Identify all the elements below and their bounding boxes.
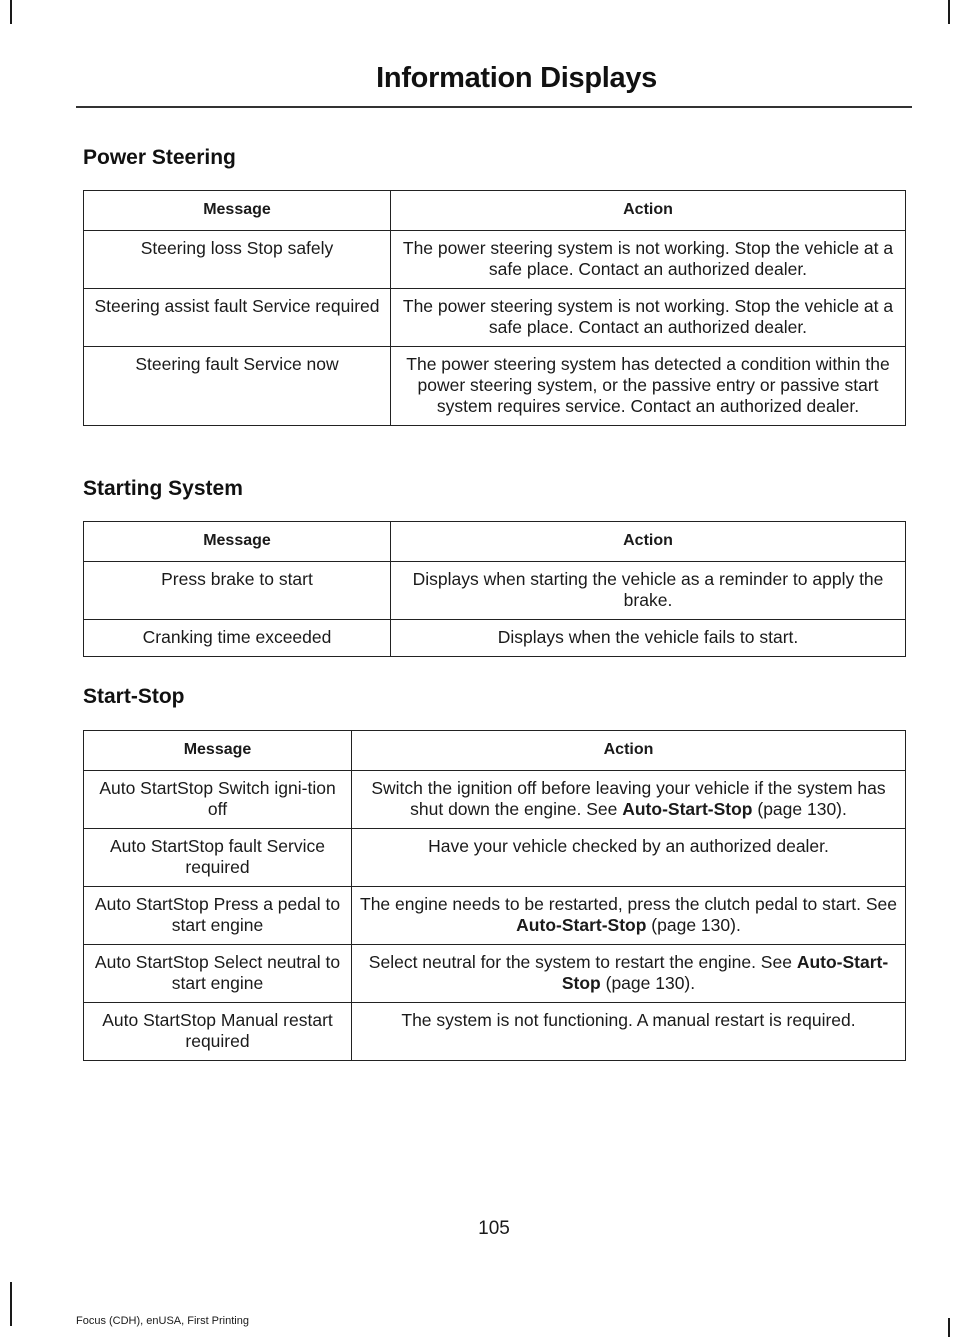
page-header-title: Information Displays [376,62,657,94]
action-cell [352,945,906,1003]
table-start-stop [83,730,906,1061]
message-cell: Auto StartStop Switch igni-tion off [84,771,352,829]
page-number: 105 [478,1218,510,1239]
header-divider [76,106,912,108]
section-title-starting-system: Starting System [83,477,243,500]
action-cell: The system is not functioning. A manual restart is required. [352,1003,906,1061]
message-cell: Steering loss Stop safely [84,231,391,289]
message-cell: Cranking time exceeded [84,620,391,657]
table-row [84,945,906,1003]
action-cell [352,887,906,945]
crop-mark-top-left [10,0,12,24]
column-header-action: Action [391,191,906,231]
table-row [84,231,906,289]
table-starting-system [83,521,906,657]
action-text: Select neutral for the system to restart the engine. See [368,952,797,972]
column-header-message: Message [84,522,391,562]
table-header-row [84,522,906,562]
action-cell: The power steering system has detected a condition within the power steering system, or the passive entry or passive start system requires service. Contact an authorized dealer. [391,347,906,426]
column-header-message: Message [84,191,391,231]
action-cell: The power steering system is not working. Stop the vehicle at a safe place. Contact an authorized dealer. [391,231,906,289]
action-cell: The power steering system is not working. Stop the vehicle at a safe place. Contact an authorized dealer. [391,289,906,347]
cross-reference-link[interactable]: Auto-Start-Stop [561,952,889,993]
action-text: The engine needs to be restarted, press the clutch pedal to start. See [360,894,897,914]
table-power-steering [83,190,906,426]
section-title-start-stop: Start-Stop [83,685,185,708]
action-text: Switch the ignition off before leaving your vehicle if the system has shut down the engine. See [371,778,886,819]
table-row [84,1003,906,1061]
message-cell: Auto StartStop Manual restart required [84,1003,352,1061]
message-cell: Auto StartStop fault Service required [84,829,352,887]
action-cell: Have your vehicle checked by an authorized dealer. [352,829,906,887]
table-header-row [84,731,906,771]
table-row [84,289,906,347]
page-reference: (page 130). [752,799,847,819]
cross-reference-link[interactable]: Auto-Start-Stop [622,799,753,819]
footer-edition-note: Focus (CDH), enUSA, First Printing [76,1315,249,1327]
crop-mark-bottom-right [948,1318,950,1337]
message-cell: Press brake to start [84,562,391,620]
cross-reference-link[interactable]: Auto-Start-Stop [516,915,647,935]
crop-mark-bottom-left [10,1282,12,1326]
message-cell: Steering fault Service now [84,347,391,426]
table-row [84,562,906,620]
section-title-power-steering: Power Steering [83,146,236,169]
column-header-action: Action [391,522,906,562]
table-row [84,887,906,945]
message-cell: Auto StartStop Press a pedal to start engine [84,887,352,945]
action-cell: Displays when the vehicle fails to start. [391,620,906,657]
table-row [84,620,906,657]
table-row [84,771,906,829]
column-header-message: Message [84,731,352,771]
message-cell: Steering assist fault Service required [84,289,391,347]
action-cell [352,771,906,829]
page-reference: (page 130). [646,915,741,935]
crop-mark-top-right [948,0,950,24]
message-cell: Auto StartStop Select neutral to start engine [84,945,352,1003]
column-header-action: Action [352,731,906,771]
table-header-row [84,191,906,231]
table-row [84,347,906,426]
page-reference: (page 130). [600,973,696,993]
action-cell: Displays when starting the vehicle as a reminder to apply the brake. [391,562,906,620]
table-row [84,829,906,887]
